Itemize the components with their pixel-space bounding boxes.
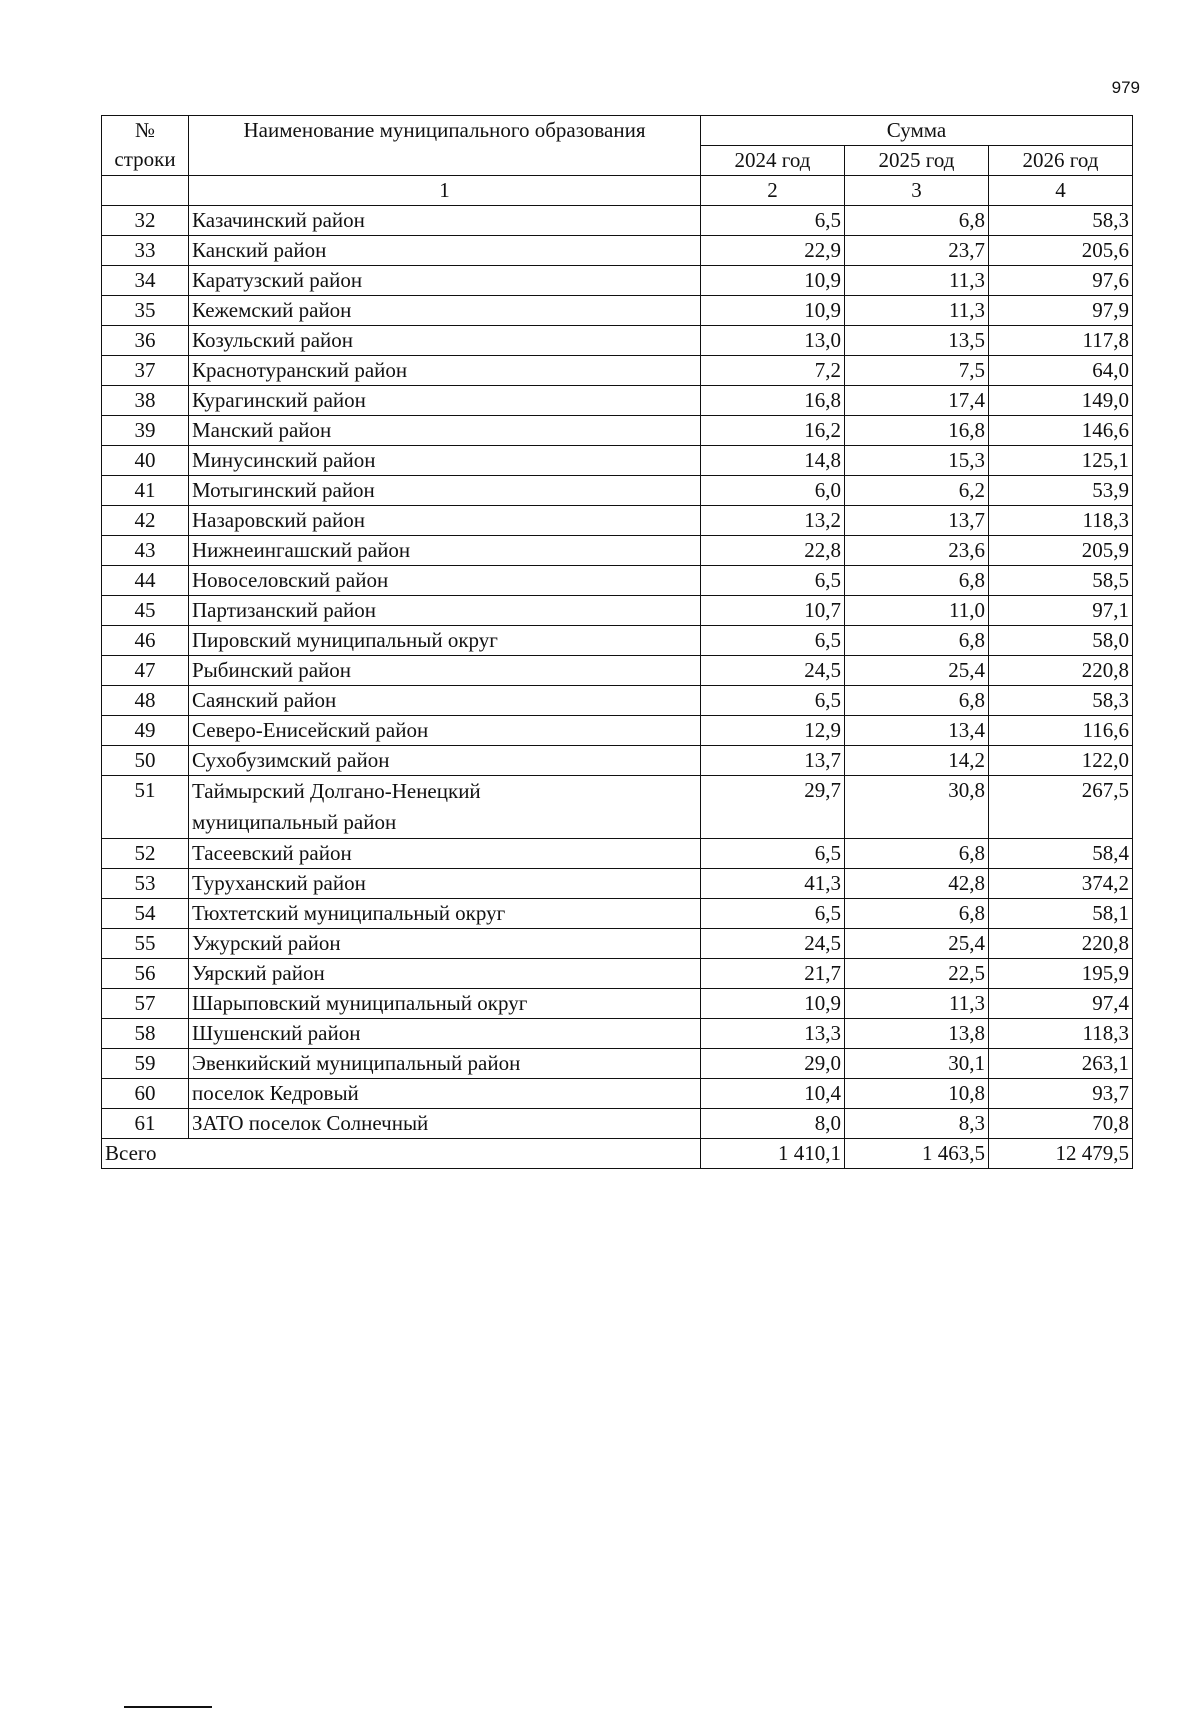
total-row bbox=[102, 1139, 1133, 1169]
value-2024: 10,9 bbox=[701, 296, 845, 326]
value-2026: 93,7 bbox=[989, 1079, 1133, 1109]
value-2026: 116,6 bbox=[989, 716, 1133, 746]
table-row bbox=[102, 1049, 1133, 1079]
value-2024: 14,8 bbox=[701, 446, 845, 476]
value-2026: 58,3 bbox=[989, 206, 1133, 236]
municipality-name-line: муниципальный район bbox=[192, 810, 397, 834]
value-2026: 195,9 bbox=[989, 959, 1133, 989]
year-header-2025: 2025 год bbox=[845, 146, 989, 176]
municipality-name: Туруханский район bbox=[189, 869, 701, 899]
municipality-name: Саянский район bbox=[189, 686, 701, 716]
municipality-name: Мотыгинский район bbox=[189, 476, 701, 506]
table-row bbox=[102, 626, 1133, 656]
value-2025: 25,4 bbox=[845, 929, 989, 959]
table-row bbox=[102, 296, 1133, 326]
value-2026: 58,0 bbox=[989, 626, 1133, 656]
value-2026: 53,9 bbox=[989, 476, 1133, 506]
value-2026: 58,3 bbox=[989, 686, 1133, 716]
value-2024: 6,5 bbox=[701, 839, 845, 869]
municipality-name: Тюхтетский муниципальный округ bbox=[189, 899, 701, 929]
total-2025: 1 463,5 bbox=[845, 1139, 989, 1169]
municipality-name: Кежемский район bbox=[189, 296, 701, 326]
value-2025: 11,0 bbox=[845, 596, 989, 626]
value-2026: 118,3 bbox=[989, 506, 1133, 536]
value-2026: 374,2 bbox=[989, 869, 1133, 899]
table-row bbox=[102, 476, 1133, 506]
value-2025: 30,1 bbox=[845, 1049, 989, 1079]
row-number: 38 bbox=[102, 386, 189, 416]
row-number: 60 bbox=[102, 1079, 189, 1109]
row-number: 44 bbox=[102, 566, 189, 596]
value-2025: 6,8 bbox=[845, 686, 989, 716]
value-2024: 24,5 bbox=[701, 656, 845, 686]
value-2025: 11,3 bbox=[845, 989, 989, 1019]
value-2024: 41,3 bbox=[701, 869, 845, 899]
row-number: 51 bbox=[102, 776, 189, 839]
row-number: 56 bbox=[102, 959, 189, 989]
table-header bbox=[102, 116, 1133, 206]
value-2024: 6,5 bbox=[701, 899, 845, 929]
row-number: 32 bbox=[102, 206, 189, 236]
value-2024: 6,5 bbox=[701, 206, 845, 236]
row-number: 40 bbox=[102, 446, 189, 476]
municipality-name: Северо-Енисейский район bbox=[189, 716, 701, 746]
year-header-2026: 2026 год bbox=[989, 146, 1133, 176]
total-label: Всего bbox=[102, 1139, 701, 1169]
footer-rule bbox=[124, 1706, 212, 1708]
municipality-name: Казачинский район bbox=[189, 206, 701, 236]
value-2024: 10,7 bbox=[701, 596, 845, 626]
row-number: 39 bbox=[102, 416, 189, 446]
value-2026: 97,9 bbox=[989, 296, 1133, 326]
value-2025: 15,3 bbox=[845, 446, 989, 476]
value-2024: 21,7 bbox=[701, 959, 845, 989]
value-2025: 6,8 bbox=[845, 566, 989, 596]
page-number: 979 bbox=[1111, 78, 1140, 97]
row-number: 41 bbox=[102, 476, 189, 506]
column-index-3: 3 bbox=[845, 176, 989, 206]
table-row bbox=[102, 266, 1133, 296]
value-2026: 125,1 bbox=[989, 446, 1133, 476]
municipality-name: Канский район bbox=[189, 236, 701, 266]
municipality-name: Новоселовский район bbox=[189, 566, 701, 596]
value-2025: 17,4 bbox=[845, 386, 989, 416]
row-number: 36 bbox=[102, 326, 189, 356]
row-number: 48 bbox=[102, 686, 189, 716]
value-2024: 29,7 bbox=[701, 776, 845, 839]
value-2026: 58,1 bbox=[989, 899, 1133, 929]
value-2025: 14,2 bbox=[845, 746, 989, 776]
municipality-name: Каратузский район bbox=[189, 266, 701, 296]
table-body bbox=[102, 206, 1133, 1139]
table-row bbox=[102, 536, 1133, 566]
sum-header: Сумма bbox=[701, 116, 1133, 146]
table-row bbox=[102, 686, 1133, 716]
row-number: 45 bbox=[102, 596, 189, 626]
value-2024: 22,8 bbox=[701, 536, 845, 566]
value-2025: 6,8 bbox=[845, 839, 989, 869]
value-2026: 97,4 bbox=[989, 989, 1133, 1019]
table-row bbox=[102, 596, 1133, 626]
value-2024: 10,4 bbox=[701, 1079, 845, 1109]
row-number: 57 bbox=[102, 989, 189, 1019]
value-2025: 13,4 bbox=[845, 716, 989, 746]
table-row bbox=[102, 446, 1133, 476]
year-header-2024: 2024 год bbox=[701, 146, 845, 176]
value-2024: 16,2 bbox=[701, 416, 845, 446]
value-2026: 118,3 bbox=[989, 1019, 1133, 1049]
municipality-name: Рыбинский район bbox=[189, 656, 701, 686]
value-2025: 16,8 bbox=[845, 416, 989, 446]
value-2025: 6,2 bbox=[845, 476, 989, 506]
row-number: 50 bbox=[102, 746, 189, 776]
value-2024: 6,0 bbox=[701, 476, 845, 506]
row-number: 53 bbox=[102, 869, 189, 899]
municipality-name: Партизанский район bbox=[189, 596, 701, 626]
table-row bbox=[102, 1019, 1133, 1049]
table-row bbox=[102, 929, 1133, 959]
column-index-row bbox=[102, 176, 1133, 206]
row-number: 58 bbox=[102, 1019, 189, 1049]
row-number: 37 bbox=[102, 356, 189, 386]
municipality-name: поселок Кедровый bbox=[189, 1079, 701, 1109]
municipality-name: Манский район bbox=[189, 416, 701, 446]
value-2025: 6,8 bbox=[845, 899, 989, 929]
municipality-name: Ужурский район bbox=[189, 929, 701, 959]
table-row bbox=[102, 206, 1133, 236]
value-2024: 12,9 bbox=[701, 716, 845, 746]
row-number: 47 bbox=[102, 656, 189, 686]
total-2026: 12 479,5 bbox=[989, 1139, 1133, 1169]
table-row bbox=[102, 839, 1133, 869]
row-number: 42 bbox=[102, 506, 189, 536]
value-2024: 13,2 bbox=[701, 506, 845, 536]
row-number: 35 bbox=[102, 296, 189, 326]
municipality-name: Уярский район bbox=[189, 959, 701, 989]
row-number: 59 bbox=[102, 1049, 189, 1079]
row-number: 52 bbox=[102, 839, 189, 869]
budget-table bbox=[101, 115, 1133, 1169]
table-row bbox=[102, 1079, 1133, 1109]
municipality-name: Нижнеингашский район bbox=[189, 536, 701, 566]
value-2026: 205,6 bbox=[989, 236, 1133, 266]
value-2024: 8,0 bbox=[701, 1109, 845, 1139]
table-row bbox=[102, 716, 1133, 746]
row-number: 33 bbox=[102, 236, 189, 266]
value-2025: 25,4 bbox=[845, 656, 989, 686]
value-2026: 70,8 bbox=[989, 1109, 1133, 1139]
total-2024: 1 410,1 bbox=[701, 1139, 845, 1169]
table-row bbox=[102, 386, 1133, 416]
value-2026: 267,5 bbox=[989, 776, 1133, 839]
value-2025: 13,7 bbox=[845, 506, 989, 536]
row-number: 34 bbox=[102, 266, 189, 296]
value-2026: 117,8 bbox=[989, 326, 1133, 356]
column-index-0 bbox=[102, 176, 189, 206]
row-number: 43 bbox=[102, 536, 189, 566]
table-row bbox=[102, 356, 1133, 386]
table-row bbox=[102, 326, 1133, 356]
value-2024: 6,5 bbox=[701, 566, 845, 596]
value-2025: 11,3 bbox=[845, 266, 989, 296]
value-2026: 64,0 bbox=[989, 356, 1133, 386]
value-2024: 29,0 bbox=[701, 1049, 845, 1079]
table-row bbox=[102, 899, 1133, 929]
value-2025: 11,3 bbox=[845, 296, 989, 326]
row-number: 55 bbox=[102, 929, 189, 959]
value-2025: 7,5 bbox=[845, 356, 989, 386]
value-2025: 23,6 bbox=[845, 536, 989, 566]
column-index-1: 1 bbox=[189, 176, 701, 206]
value-2026: 97,1 bbox=[989, 596, 1133, 626]
municipality-name-header: Наименование муниципального образования bbox=[189, 116, 701, 176]
value-2026: 58,4 bbox=[989, 839, 1133, 869]
value-2026: 122,0 bbox=[989, 746, 1133, 776]
table-row bbox=[102, 746, 1133, 776]
municipality-name: Шушенский район bbox=[189, 1019, 701, 1049]
municipality-name: Сухобузимский район bbox=[189, 746, 701, 776]
row-number: 49 bbox=[102, 716, 189, 746]
value-2025: 30,8 bbox=[845, 776, 989, 839]
row-number-header-line1: № bbox=[134, 118, 156, 142]
municipality-name: ЗАТО поселок Солнечный bbox=[189, 1109, 701, 1139]
municipality-name: Минусинский район bbox=[189, 446, 701, 476]
value-2024: 6,5 bbox=[701, 686, 845, 716]
municipality-name: Козульский район bbox=[189, 326, 701, 356]
table-row bbox=[102, 416, 1133, 446]
table-row bbox=[102, 989, 1133, 1019]
value-2026: 149,0 bbox=[989, 386, 1133, 416]
value-2026: 220,8 bbox=[989, 929, 1133, 959]
value-2026: 146,6 bbox=[989, 416, 1133, 446]
table-row bbox=[102, 1109, 1133, 1139]
municipality-name: Назаровский район bbox=[189, 506, 701, 536]
value-2026: 97,6 bbox=[989, 266, 1133, 296]
value-2026: 205,9 bbox=[989, 536, 1133, 566]
value-2025: 13,5 bbox=[845, 326, 989, 356]
value-2025: 13,8 bbox=[845, 1019, 989, 1049]
municipality-name-line: Таймырский Долгано-Ненецкий bbox=[192, 779, 481, 803]
row-number: 46 bbox=[102, 626, 189, 656]
value-2024: 24,5 bbox=[701, 929, 845, 959]
value-2024: 22,9 bbox=[701, 236, 845, 266]
value-2024: 10,9 bbox=[701, 266, 845, 296]
value-2024: 16,8 bbox=[701, 386, 845, 416]
value-2025: 6,8 bbox=[845, 206, 989, 236]
table-row bbox=[102, 776, 1133, 839]
row-number-header bbox=[102, 116, 189, 176]
table-row bbox=[102, 566, 1133, 596]
value-2026: 58,5 bbox=[989, 566, 1133, 596]
value-2025: 8,3 bbox=[845, 1109, 989, 1139]
value-2025: 10,8 bbox=[845, 1079, 989, 1109]
value-2026: 220,8 bbox=[989, 656, 1133, 686]
municipality-name bbox=[189, 776, 701, 839]
municipality-name: Эвенкийский муниципальный район bbox=[189, 1049, 701, 1079]
municipality-name: Краснотуранский район bbox=[189, 356, 701, 386]
value-2024: 7,2 bbox=[701, 356, 845, 386]
row-number: 61 bbox=[102, 1109, 189, 1139]
municipality-name: Тасеевский район bbox=[189, 839, 701, 869]
value-2024: 10,9 bbox=[701, 989, 845, 1019]
value-2025: 22,5 bbox=[845, 959, 989, 989]
municipality-name: Пировский муниципальный округ bbox=[189, 626, 701, 656]
table-row bbox=[102, 959, 1133, 989]
value-2024: 6,5 bbox=[701, 626, 845, 656]
table-row bbox=[102, 506, 1133, 536]
column-index-2: 2 bbox=[701, 176, 845, 206]
municipality-name: Шарыповский муниципальный округ bbox=[189, 989, 701, 1019]
column-index-4: 4 bbox=[989, 176, 1133, 206]
municipality-name: Курагинский район bbox=[189, 386, 701, 416]
table-row bbox=[102, 869, 1133, 899]
value-2024: 13,7 bbox=[701, 746, 845, 776]
table-row bbox=[102, 236, 1133, 266]
value-2026: 263,1 bbox=[989, 1049, 1133, 1079]
value-2024: 13,0 bbox=[701, 326, 845, 356]
row-number: 54 bbox=[102, 899, 189, 929]
value-2025: 42,8 bbox=[845, 869, 989, 899]
value-2025: 23,7 bbox=[845, 236, 989, 266]
row-number-header-line2: строки bbox=[114, 147, 176, 171]
value-2025: 6,8 bbox=[845, 626, 989, 656]
value-2024: 13,3 bbox=[701, 1019, 845, 1049]
table-row bbox=[102, 656, 1133, 686]
